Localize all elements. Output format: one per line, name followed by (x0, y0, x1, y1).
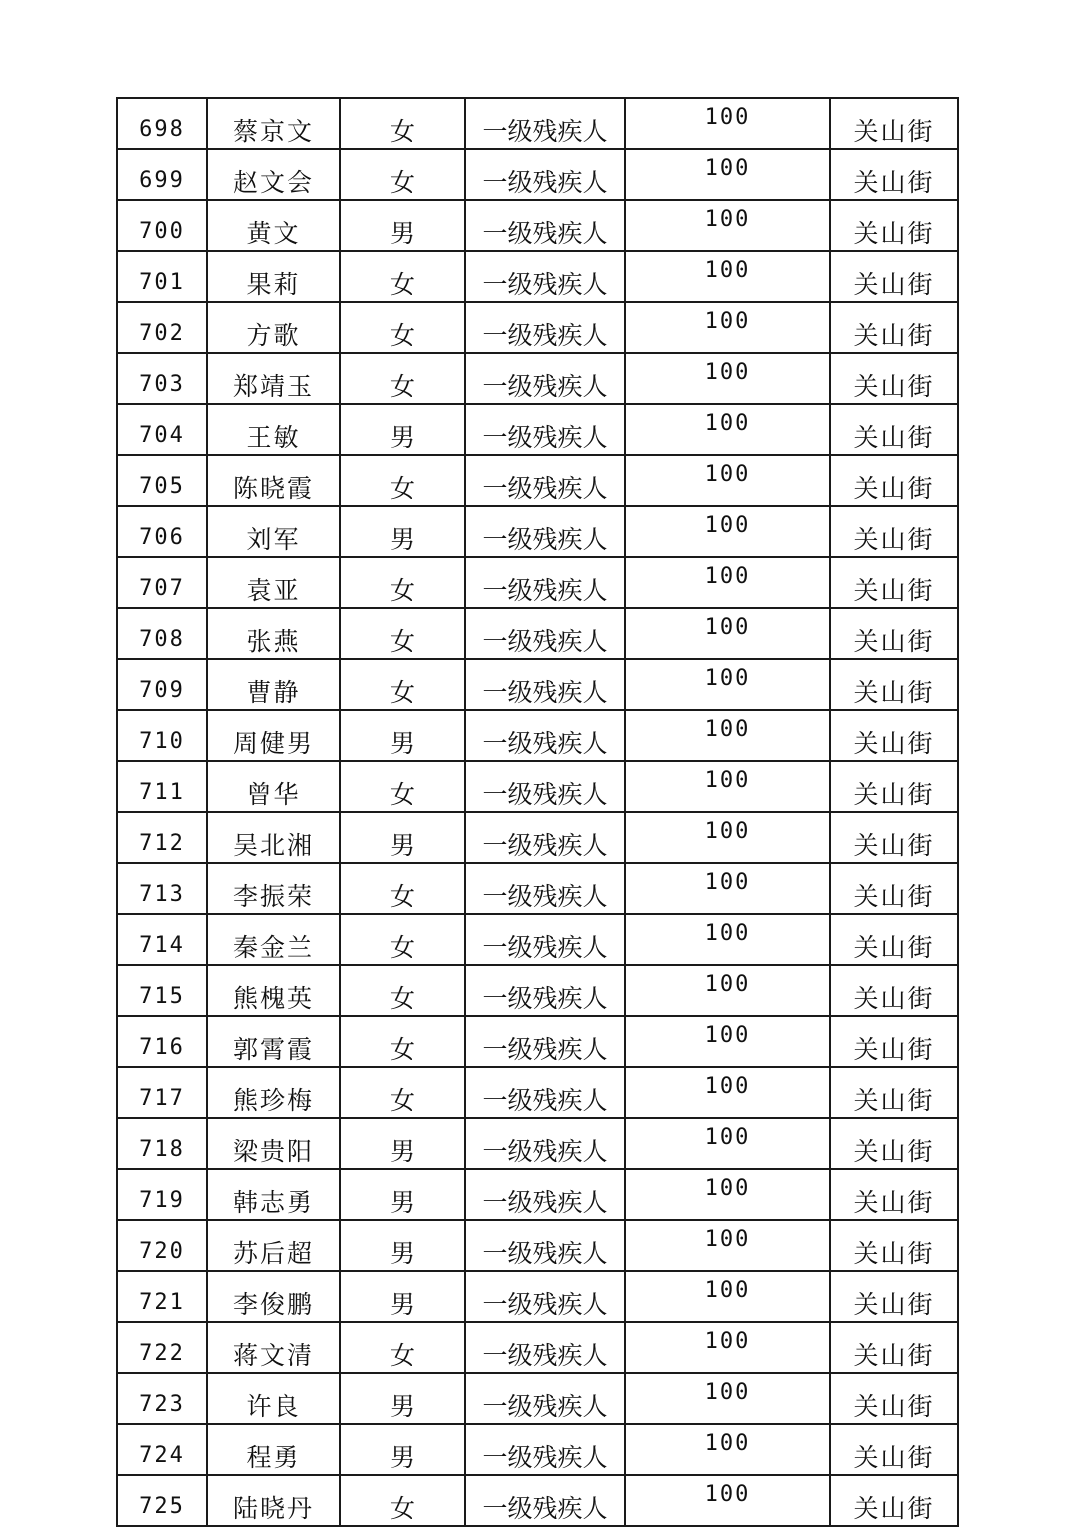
table-row (117, 1322, 958, 1373)
category-cell: 一级残疾人 (465, 710, 625, 761)
gender-cell: 女 (340, 608, 465, 659)
amount-cell: 100 (625, 659, 830, 710)
name-cell: 蒋文清 (207, 1322, 340, 1373)
area-cell: 关山街 (830, 1475, 958, 1526)
area-cell: 关山街 (830, 455, 958, 506)
gender-cell: 男 (340, 1118, 465, 1169)
area-cell: 关山街 (830, 302, 958, 353)
category-cell: 一级残疾人 (465, 1322, 625, 1373)
row-number-cell: 720 (117, 1220, 207, 1271)
roster-table (116, 97, 959, 1527)
row-number-cell: 707 (117, 557, 207, 608)
amount-cell: 100 (625, 1271, 830, 1322)
row-number-cell: 724 (117, 1424, 207, 1475)
gender-cell: 女 (340, 455, 465, 506)
table-row (117, 965, 958, 1016)
gender-cell: 男 (340, 710, 465, 761)
table-row (117, 1016, 958, 1067)
gender-cell: 女 (340, 353, 465, 404)
amount-cell: 100 (625, 1016, 830, 1067)
area-cell: 关山街 (830, 1424, 958, 1475)
amount-cell: 100 (625, 1424, 830, 1475)
row-number-cell: 710 (117, 710, 207, 761)
area-cell: 关山街 (830, 965, 958, 1016)
amount-cell: 100 (625, 812, 830, 863)
name-cell: 吴北湘 (207, 812, 340, 863)
row-number-cell: 702 (117, 302, 207, 353)
row-number-cell: 716 (117, 1016, 207, 1067)
area-cell: 关山街 (830, 557, 958, 608)
name-cell: 方歌 (207, 302, 340, 353)
category-cell: 一级残疾人 (465, 557, 625, 608)
gender-cell: 男 (340, 200, 465, 251)
row-number-cell: 718 (117, 1118, 207, 1169)
category-cell: 一级残疾人 (465, 404, 625, 455)
row-number-cell: 712 (117, 812, 207, 863)
table-row (117, 455, 958, 506)
category-cell: 一级残疾人 (465, 1067, 625, 1118)
table-row (117, 1118, 958, 1169)
amount-cell: 100 (625, 1322, 830, 1373)
area-cell: 关山街 (830, 149, 958, 200)
row-number-cell: 705 (117, 455, 207, 506)
gender-cell: 男 (340, 404, 465, 455)
name-cell: 许良 (207, 1373, 340, 1424)
name-cell: 熊槐英 (207, 965, 340, 1016)
area-cell: 关山街 (830, 659, 958, 710)
table-row (117, 1271, 958, 1322)
table-row (117, 1220, 958, 1271)
gender-cell: 女 (340, 557, 465, 608)
amount-cell: 100 (625, 98, 830, 149)
area-cell: 关山街 (830, 98, 958, 149)
gender-cell: 男 (340, 1271, 465, 1322)
table-row (117, 404, 958, 455)
gender-cell: 女 (340, 149, 465, 200)
name-cell: 陆晓丹 (207, 1475, 340, 1526)
category-cell: 一级残疾人 (465, 98, 625, 149)
area-cell: 关山街 (830, 1067, 958, 1118)
area-cell: 关山街 (830, 1016, 958, 1067)
table-row (117, 863, 958, 914)
amount-cell: 100 (625, 1118, 830, 1169)
row-number-cell: 719 (117, 1169, 207, 1220)
gender-cell: 女 (340, 1475, 465, 1526)
table-row (117, 1475, 958, 1526)
amount-cell: 100 (625, 1067, 830, 1118)
area-cell: 关山街 (830, 1271, 958, 1322)
name-cell: 果莉 (207, 251, 340, 302)
table-row (117, 659, 958, 710)
gender-cell: 女 (340, 1322, 465, 1373)
row-number-cell: 717 (117, 1067, 207, 1118)
category-cell: 一级残疾人 (465, 761, 625, 812)
area-cell: 关山街 (830, 1373, 958, 1424)
amount-cell: 100 (625, 455, 830, 506)
gender-cell: 男 (340, 1220, 465, 1271)
name-cell: 刘军 (207, 506, 340, 557)
row-number-cell: 703 (117, 353, 207, 404)
name-cell: 郭霄霞 (207, 1016, 340, 1067)
table-row (117, 557, 958, 608)
table-row (117, 506, 958, 557)
amount-cell: 100 (625, 965, 830, 1016)
category-cell: 一级残疾人 (465, 1475, 625, 1526)
category-cell: 一级残疾人 (465, 455, 625, 506)
area-cell: 关山街 (830, 761, 958, 812)
row-number-cell: 704 (117, 404, 207, 455)
gender-cell: 女 (340, 761, 465, 812)
area-cell: 关山街 (830, 200, 958, 251)
amount-cell: 100 (625, 251, 830, 302)
gender-cell: 女 (340, 914, 465, 965)
name-cell: 张燕 (207, 608, 340, 659)
table-row (117, 914, 958, 965)
category-cell: 一级残疾人 (465, 659, 625, 710)
amount-cell: 100 (625, 200, 830, 251)
category-cell: 一级残疾人 (465, 914, 625, 965)
category-cell: 一级残疾人 (465, 506, 625, 557)
gender-cell: 女 (340, 251, 465, 302)
area-cell: 关山街 (830, 251, 958, 302)
amount-cell: 100 (625, 1475, 830, 1526)
name-cell: 秦金兰 (207, 914, 340, 965)
table-row (117, 353, 958, 404)
row-number-cell: 709 (117, 659, 207, 710)
amount-cell: 100 (625, 1220, 830, 1271)
area-cell: 关山街 (830, 914, 958, 965)
table-row (117, 302, 958, 353)
area-cell: 关山街 (830, 506, 958, 557)
row-number-cell: 698 (117, 98, 207, 149)
name-cell: 黄文 (207, 200, 340, 251)
area-cell: 关山街 (830, 353, 958, 404)
gender-cell: 男 (340, 1424, 465, 1475)
category-cell: 一级残疾人 (465, 149, 625, 200)
amount-cell: 100 (625, 608, 830, 659)
table-row (117, 200, 958, 251)
gender-cell: 女 (340, 965, 465, 1016)
category-cell: 一级残疾人 (465, 1118, 625, 1169)
area-cell: 关山街 (830, 812, 958, 863)
row-number-cell: 699 (117, 149, 207, 200)
row-number-cell: 708 (117, 608, 207, 659)
category-cell: 一级残疾人 (465, 1373, 625, 1424)
area-cell: 关山街 (830, 1169, 958, 1220)
amount-cell: 100 (625, 863, 830, 914)
area-cell: 关山街 (830, 710, 958, 761)
gender-cell: 男 (340, 812, 465, 863)
row-number-cell: 706 (117, 506, 207, 557)
name-cell: 梁贵阳 (207, 1118, 340, 1169)
row-number-cell: 713 (117, 863, 207, 914)
category-cell: 一级残疾人 (465, 200, 625, 251)
category-cell: 一级残疾人 (465, 1220, 625, 1271)
name-cell: 袁亚 (207, 557, 340, 608)
row-number-cell: 700 (117, 200, 207, 251)
name-cell: 蔡京文 (207, 98, 340, 149)
gender-cell: 男 (340, 1169, 465, 1220)
roster-table-body (117, 98, 958, 1526)
category-cell: 一级残疾人 (465, 1271, 625, 1322)
table-row (117, 710, 958, 761)
amount-cell: 100 (625, 302, 830, 353)
name-cell: 李振荣 (207, 863, 340, 914)
category-cell: 一级残疾人 (465, 1169, 625, 1220)
row-number-cell: 725 (117, 1475, 207, 1526)
table-row (117, 251, 958, 302)
area-cell: 关山街 (830, 404, 958, 455)
table-row (117, 761, 958, 812)
gender-cell: 女 (340, 659, 465, 710)
name-cell: 周健男 (207, 710, 340, 761)
area-cell: 关山街 (830, 1118, 958, 1169)
name-cell: 曾华 (207, 761, 340, 812)
name-cell: 赵文会 (207, 149, 340, 200)
amount-cell: 100 (625, 404, 830, 455)
category-cell: 一级残疾人 (465, 863, 625, 914)
gender-cell: 女 (340, 863, 465, 914)
area-cell: 关山街 (830, 608, 958, 659)
gender-cell: 女 (340, 1067, 465, 1118)
table-row (117, 608, 958, 659)
gender-cell: 女 (340, 1016, 465, 1067)
area-cell: 关山街 (830, 1220, 958, 1271)
amount-cell: 100 (625, 1169, 830, 1220)
gender-cell: 女 (340, 302, 465, 353)
table-row (117, 1424, 958, 1475)
name-cell: 苏后超 (207, 1220, 340, 1271)
category-cell: 一级残疾人 (465, 353, 625, 404)
gender-cell: 女 (340, 98, 465, 149)
area-cell: 关山街 (830, 863, 958, 914)
row-number-cell: 723 (117, 1373, 207, 1424)
name-cell: 王敏 (207, 404, 340, 455)
row-number-cell: 711 (117, 761, 207, 812)
category-cell: 一级残疾人 (465, 965, 625, 1016)
amount-cell: 100 (625, 1373, 830, 1424)
amount-cell: 100 (625, 710, 830, 761)
category-cell: 一级残疾人 (465, 608, 625, 659)
amount-cell: 100 (625, 914, 830, 965)
amount-cell: 100 (625, 149, 830, 200)
category-cell: 一级残疾人 (465, 302, 625, 353)
amount-cell: 100 (625, 506, 830, 557)
area-cell: 关山街 (830, 1322, 958, 1373)
row-number-cell: 721 (117, 1271, 207, 1322)
row-number-cell: 701 (117, 251, 207, 302)
table-row (117, 812, 958, 863)
name-cell: 郑靖玉 (207, 353, 340, 404)
table-row (117, 1169, 958, 1220)
name-cell: 韩志勇 (207, 1169, 340, 1220)
row-number-cell: 714 (117, 914, 207, 965)
category-cell: 一级残疾人 (465, 251, 625, 302)
amount-cell: 100 (625, 353, 830, 404)
name-cell: 程勇 (207, 1424, 340, 1475)
name-cell: 熊珍梅 (207, 1067, 340, 1118)
table-row (117, 98, 958, 149)
amount-cell: 100 (625, 557, 830, 608)
gender-cell: 男 (340, 506, 465, 557)
name-cell: 曹静 (207, 659, 340, 710)
table-row (117, 149, 958, 200)
name-cell: 陈晓霞 (207, 455, 340, 506)
row-number-cell: 715 (117, 965, 207, 1016)
category-cell: 一级残疾人 (465, 812, 625, 863)
name-cell: 李俊鹏 (207, 1271, 340, 1322)
row-number-cell: 722 (117, 1322, 207, 1373)
table-row (117, 1373, 958, 1424)
category-cell: 一级残疾人 (465, 1016, 625, 1067)
category-cell: 一级残疾人 (465, 1424, 625, 1475)
gender-cell: 男 (340, 1373, 465, 1424)
amount-cell: 100 (625, 761, 830, 812)
table-row (117, 1067, 958, 1118)
